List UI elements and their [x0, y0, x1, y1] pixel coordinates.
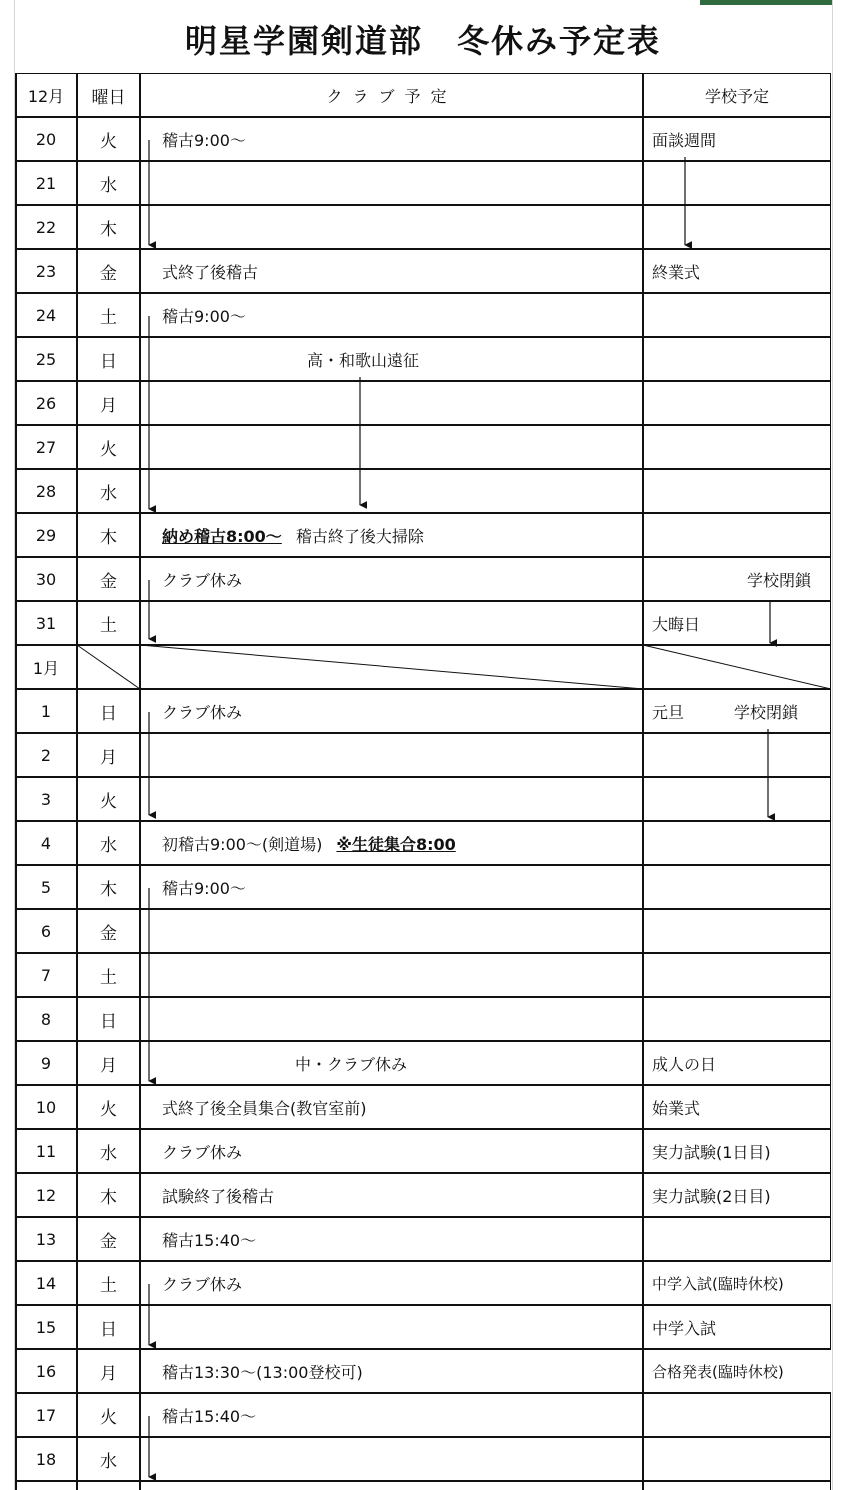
weekday-cell: 金	[100, 571, 117, 592]
schedule-table	[15, 73, 831, 1490]
day-cell: 1	[40, 701, 52, 721]
weekday-cell: 土	[100, 1275, 117, 1296]
weekday-cell: 水	[100, 175, 117, 196]
club-highlight: 納め稽古8:00〜	[162, 526, 282, 546]
table-lines	[15, 73, 831, 1490]
weekday-cell: 月	[100, 747, 117, 768]
club-cell: 稽古13:30〜(13:00登校可)	[162, 1362, 363, 1382]
school-cell: 面談週間	[652, 130, 717, 150]
day-cell: 16	[35, 1361, 57, 1381]
school-cell: 中学入試	[652, 1318, 717, 1338]
club-extra: 稽古終了後大掃除	[295, 526, 424, 546]
school-cell: 始業式	[652, 1098, 701, 1118]
club-cell: 高・和歌山遠征	[307, 350, 420, 370]
day-cell: 27	[35, 437, 57, 457]
school-extra: 学校閉鎖	[734, 702, 799, 722]
weekday-cell: 日	[100, 1319, 117, 1340]
weekday-cell: 水	[100, 1143, 117, 1164]
weekday-cell: 金	[100, 923, 117, 944]
header-school: 学校予定	[704, 86, 769, 106]
weekday-cell: 金	[100, 1231, 117, 1252]
weekday-cell: 水	[100, 483, 117, 504]
day-cell: 13	[35, 1229, 57, 1249]
club-cell: 稽古9:00〜	[162, 306, 246, 326]
club-cell: 式終了後稽古	[162, 262, 259, 282]
school-cell: 中学入試(臨時休校)	[652, 1274, 784, 1293]
weekday-cell: 水	[100, 835, 117, 856]
school-cell: 終業式	[652, 262, 701, 282]
day-cell: 20	[35, 129, 57, 149]
club-highlight: ※生徒集合8:00	[336, 834, 456, 854]
day-cell: 5	[40, 877, 52, 897]
day-cell: 14	[35, 1273, 57, 1293]
day-cell: 15	[35, 1317, 57, 1337]
day-cell: 23	[35, 261, 57, 281]
day-cell: 26	[35, 393, 57, 413]
club-cell: 稽古15:40〜	[162, 1230, 257, 1250]
header-month: 12月	[27, 86, 65, 106]
day-cell: 18	[35, 1449, 57, 1469]
month-cell: 1月	[32, 658, 60, 678]
weekday-cell: 土	[100, 615, 117, 636]
weekday-cell: 火	[100, 1407, 117, 1428]
weekday-cell: 水	[100, 1451, 117, 1472]
weekday-cell: 日	[100, 1011, 117, 1032]
day-cell: 11	[35, 1141, 57, 1161]
weekday-cell: 木	[100, 219, 117, 240]
day-cell: 6	[40, 921, 52, 941]
selection-marker	[700, 0, 832, 5]
day-cell: 10	[35, 1097, 57, 1117]
day-cell: 29	[35, 525, 57, 545]
club-cell: 中・クラブ休み	[295, 1054, 408, 1074]
weekday-cell: 木	[100, 879, 117, 900]
club-cell: 試験終了後稽古	[162, 1186, 275, 1206]
day-cell: 24	[35, 305, 57, 325]
club-cell: 稽古9:00〜	[162, 878, 246, 898]
day-cell: 17	[35, 1405, 57, 1425]
school-cell: 学校閉鎖	[746, 570, 811, 590]
school-cell: 実力試験(1日目)	[652, 1142, 771, 1162]
club-cell: クラブ休み	[162, 1274, 243, 1294]
weekday-cell: 土	[100, 967, 117, 988]
weekday-cell: 木	[100, 527, 117, 548]
weekday-cell: 土	[100, 307, 117, 328]
day-cell: 22	[35, 217, 57, 237]
weekday-cell: 火	[100, 1099, 117, 1120]
gridline	[832, 0, 833, 1490]
day-cell: 9	[40, 1053, 52, 1073]
weekday-cell: 金	[100, 263, 117, 284]
club-cell: クラブ休み	[162, 1142, 243, 1162]
day-cell: 3	[40, 789, 52, 809]
day-cell: 28	[35, 481, 57, 501]
header-club: クラブ予定	[326, 86, 457, 106]
day-cell: 25	[35, 349, 57, 369]
weekday-cell: 月	[100, 395, 117, 416]
school-cell: 成人の日	[652, 1054, 717, 1074]
day-cell: 30	[35, 569, 57, 589]
weekday-cell: 日	[100, 703, 117, 724]
school-cell: 大晦日	[652, 614, 701, 634]
day-cell: 21	[35, 173, 57, 193]
club-cell: 稽古15:40〜	[162, 1406, 257, 1426]
header-weekday: 曜日	[91, 87, 126, 108]
weekday-cell: 日	[100, 351, 117, 372]
weekday-cell: 火	[100, 791, 117, 812]
day-cell: 8	[40, 1009, 52, 1029]
club-cell: クラブ休み	[162, 570, 243, 590]
club-cell: 稽古9:00〜	[162, 130, 246, 150]
weekday-cell: 火	[100, 131, 117, 152]
weekday-cell: 木	[100, 1187, 117, 1208]
weekday-cell: 月	[100, 1055, 117, 1076]
weekday-cell: 火	[100, 439, 117, 460]
page-title: 明星学園剣道部 冬休み予定表	[15, 6, 831, 72]
day-cell: 4	[40, 833, 52, 853]
day-cell: 31	[35, 613, 57, 633]
school-cell: 合格発表(臨時休校)	[652, 1362, 784, 1381]
day-cell: 7	[40, 965, 52, 985]
day-cell: 2	[40, 745, 52, 765]
day-cell: 12	[35, 1185, 57, 1205]
club-cell: 式終了後全員集合(教官室前)	[162, 1098, 367, 1118]
school-cell: 実力試験(2日目)	[652, 1186, 771, 1206]
club-text: 初稽古9:00〜(剣道場)	[162, 834, 323, 854]
weekday-cell: 月	[100, 1363, 117, 1384]
school-text: 元旦	[652, 702, 685, 722]
club-cell: クラブ休み	[162, 702, 243, 722]
